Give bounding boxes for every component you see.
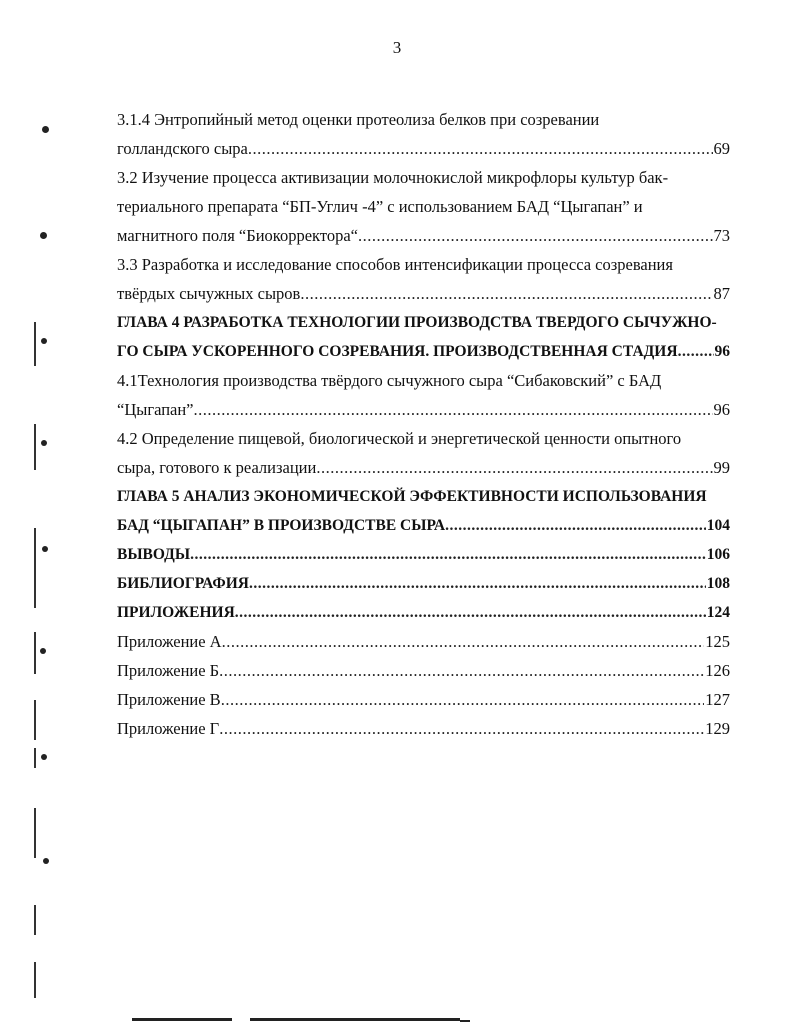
toc-entry (116, 540, 730, 569)
toc-entry (116, 308, 730, 366)
toc-entry-last-line (116, 656, 730, 685)
dot-leader (358, 221, 713, 250)
toc-entry-title: ВЫВОДЫ (117, 546, 191, 563)
toc-entry-last-line (116, 685, 730, 714)
scan-artifact-dot (40, 232, 47, 239)
toc-page-number: 125 (705, 632, 730, 651)
scan-artifact-dot (42, 546, 48, 552)
toc-entry (116, 656, 730, 685)
scan-artifact-dot (41, 440, 47, 446)
dot-leader (678, 337, 714, 366)
toc-entry-last-line (116, 540, 730, 569)
toc-entry-last-line (116, 627, 730, 656)
toc-entry (116, 627, 730, 656)
toc-page-number: 124 (706, 604, 730, 621)
toc-entry-line: териального препарата “БП-Углич -4” с использованием БАД “Цыгапан” и (117, 197, 643, 216)
scan-artifact-dot (43, 858, 49, 864)
dot-leader (300, 279, 712, 308)
toc-entry (116, 685, 730, 714)
scan-artifact-line (34, 808, 36, 858)
toc-entry-last-line (116, 569, 730, 598)
toc-entry-title: ГО СЫРА УСКОРЕННОГО СОЗРЕВАНИЯ. ПРОИЗВОДСТВЕННАЯ СТАДИЯ (117, 343, 678, 360)
toc-entry-last-line (116, 279, 730, 308)
dot-leader (235, 598, 706, 627)
toc-entry-title: БИБЛИОГРАФИЯ (117, 575, 249, 592)
toc-entry-title: Приложение А (117, 632, 222, 651)
dot-leader (445, 511, 706, 540)
toc-entry (116, 714, 730, 743)
scan-artifact-line (34, 528, 36, 608)
toc-entry-line: 4.2 Определение пищевой, биологической и энергетической ценности опытного (117, 429, 682, 448)
toc-entry-last-line (116, 337, 730, 366)
toc-entry (116, 482, 730, 540)
scan-artifact-line (34, 748, 36, 768)
toc-entry-last-line (116, 511, 730, 540)
toc-entry-last-line (116, 134, 730, 163)
toc-page-number: 126 (705, 661, 730, 680)
toc-entry-last-line (116, 221, 730, 250)
toc-entry (116, 598, 730, 627)
toc-page-number: 96 (713, 400, 730, 419)
toc-entry-title: Приложение Б (117, 661, 220, 680)
scan-artifact-dot (41, 338, 47, 344)
toc-entry (116, 366, 730, 424)
toc-page-number: 129 (705, 719, 730, 738)
page-number: 3 (392, 38, 402, 57)
dot-leader (194, 395, 713, 424)
scan-artifact-edge (460, 1020, 470, 1022)
dot-leader (248, 134, 713, 163)
scan-artifact-dot (40, 648, 46, 654)
dot-leader (316, 453, 712, 482)
dot-leader (190, 540, 706, 569)
scan-artifact-line (34, 905, 36, 935)
scan-artifact-dot (42, 126, 49, 133)
toc-entry-line: 4.1Технология производства твёрдого сычужного сыра “Сибаковский” с БАД (117, 371, 662, 390)
toc-entry-last-line (116, 453, 730, 482)
toc-entry-line: ГЛАВА 5 АНАЛИЗ ЭКОНОМИЧЕСКОЙ ЭФФЕКТИВНОСТИ ИСПОЛЬЗОВАНИЯ (117, 488, 707, 505)
toc-entry (116, 105, 730, 163)
toc-entry-title: Приложение Г (117, 719, 220, 738)
scan-artifact-line (34, 700, 36, 740)
toc-entry-title: сыра, готового к реализации (117, 458, 317, 477)
toc-entry-last-line (116, 395, 730, 424)
scan-artifact-edge (132, 1018, 232, 1021)
scan-artifact-line (34, 962, 36, 998)
dot-leader (219, 714, 704, 743)
toc-page-number: 104 (706, 517, 730, 534)
toc-entry-last-line (116, 598, 730, 627)
toc-page-number: 99 (713, 458, 730, 477)
toc-page-number: 87 (713, 284, 730, 303)
toc-entry-line: 3.3 Разработка и исследование способов интенсификации процесса созревания (117, 255, 673, 274)
toc-page-number: 96 (714, 343, 730, 360)
toc-entry-title: БАД “ЦЫГАПАН” В ПРОИЗВОДСТВЕ СЫРА (117, 517, 446, 534)
toc-entry-last-line (116, 714, 730, 743)
scan-artifact-edge (250, 1018, 460, 1021)
toc-entry (116, 569, 730, 598)
toc-entry-line: 3.2 Изучение процесса активизации молочнокислой микрофлоры культур бак- (117, 168, 669, 187)
toc-entry (116, 163, 730, 250)
toc-entry-title: Приложение В (117, 690, 221, 709)
toc-entry-line: 3.1.4 Энтропийный метод оценки протеолиза белков при созревании (117, 110, 600, 129)
table-of-contents (116, 105, 730, 743)
toc-entry-title: голландского сыра (117, 139, 248, 158)
toc-page-number: 108 (706, 575, 730, 592)
dot-leader (219, 656, 704, 685)
toc-entry-line: ГЛАВА 4 РАЗРАБОТКА ТЕХНОЛОГИИ ПРОИЗВОДСТВА ТВЕРДОГО СЫЧУЖНО- (117, 314, 717, 331)
scan-artifact-dot (41, 754, 47, 760)
toc-entry-title: магнитного поля “Биокорректора“ (117, 226, 358, 245)
toc-page-number: 106 (706, 546, 730, 563)
scan-artifact-line (34, 424, 36, 470)
dot-leader (249, 569, 706, 598)
toc-entry (116, 424, 730, 482)
toc-entry-title: ПРИЛОЖЕНИЯ (117, 604, 235, 621)
toc-entry (116, 250, 730, 308)
toc-page-number: 69 (713, 139, 730, 158)
scan-artifact-line (34, 322, 36, 366)
dot-leader (222, 627, 705, 656)
toc-entry-title: твёрдых сычужных сыров (117, 284, 301, 303)
toc-page-number: 127 (705, 690, 730, 709)
toc-entry-title: “Цыгапан” (117, 400, 194, 419)
dot-leader (221, 685, 705, 714)
toc-page-number: 73 (713, 226, 730, 245)
scan-artifact-line (34, 632, 36, 674)
